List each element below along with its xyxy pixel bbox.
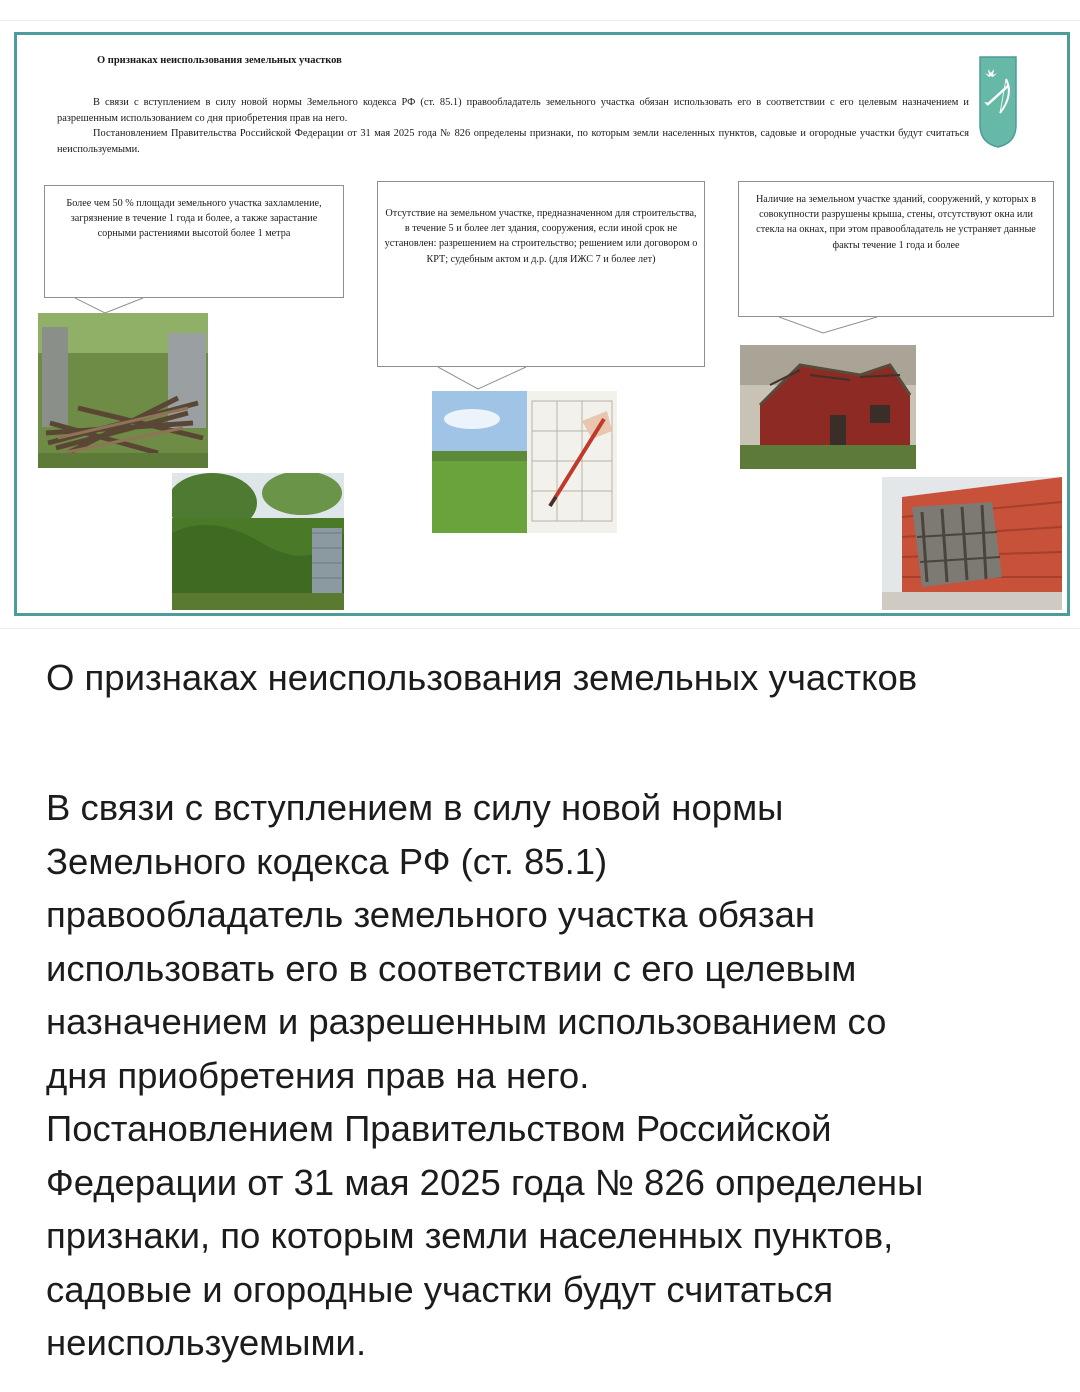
article-body-line: использовать его в соответствии с его целевым [46,947,857,989]
article-body-line: неиспользуемыми. [46,1322,367,1363]
criterion-callout-3 [738,181,1054,317]
criterion-callout-2 [377,181,705,367]
photo-empty-field [432,391,617,533]
callout-tail-3 [779,317,879,335]
article-body-line: назначением и разрешенным использованием со [46,1001,887,1042]
article-body-line: В связи с вступлением в силу новой нормы [46,787,784,828]
slide-title: О признаках неиспользования земельных участков [97,55,342,66]
photo-damaged-roof [882,477,1062,610]
coat-of-arms-icon [978,55,1018,149]
article-body-line: Постановлением Правительством Российской [46,1108,832,1149]
article-body-line: правообладатель земельного участка обязан [46,894,816,935]
article-body-line: садовые и огородные участки будут считаться [46,1268,834,1310]
photo-overgrown [172,473,344,610]
below-divider [0,628,1080,629]
photo-debris [38,313,208,468]
slide-intro-paragraph-1: В связи с вступлением в силу новой нормы Земельного кодекса РФ (ст. 85.1) правообладатель земельного участка обязан использовать его в соответствии с его целевым назначением и разрешенным использованием со дня приобретения прав на него. [57,97,969,124]
photo-ruined-house [740,345,916,469]
top-divider [0,20,1080,21]
infographic-slide[interactable] [14,32,1070,616]
article-body-line: Федерации от 31 мая 2025 года № 826 определены [46,1161,924,1203]
article-body-line: признаки, по которым земли населенных пунктов, [46,1215,894,1256]
slide-intro [57,95,969,158]
article-body-line: Земельного кодекса РФ (ст. 85.1) [46,840,608,882]
criterion-text-3: Наличие на земельном участке зданий, сооружений, у которых в совокупности разрушены крыша, стены, отсутствуют окна или стекла на окнах, при этом правообладатель не устраняет данные факты течение 1 года и более [755,194,1037,251]
article-body [46,781,1056,1370]
callout-tail-2 [438,367,528,391]
criterion-text-2: Отсутствие на земельном участке, предназначенном для строительства, в течение 5 и более лет здания, сооружения, если иной срок не установлен: разрешением на строительство; решением или договором о КРТ; судебным актом и д.р. (для ИЖС 7 и более лет) [384,208,698,265]
slide-intro-paragraph-2: Постановлением Правительства Российской Федерации от 31 мая 2025 года № 826 определены признаки, по которым земли населенных пунктов, садовые и огородные участки будут считаться неиспользуемыми. [57,128,969,156]
criterion-callout-1 [44,185,344,298]
criterion-text-1: Более чем 50 % площади земельного участка захламление, загрязнение в течение 1 года и более, а также зарастание сорными растениями высотой более 1 метра [66,198,322,240]
article-title: О признаках неиспользования земельных участков [46,657,918,698]
article-body-line: дня приобретения прав на него. [46,1054,590,1096]
callout-tail-1 [75,298,145,314]
